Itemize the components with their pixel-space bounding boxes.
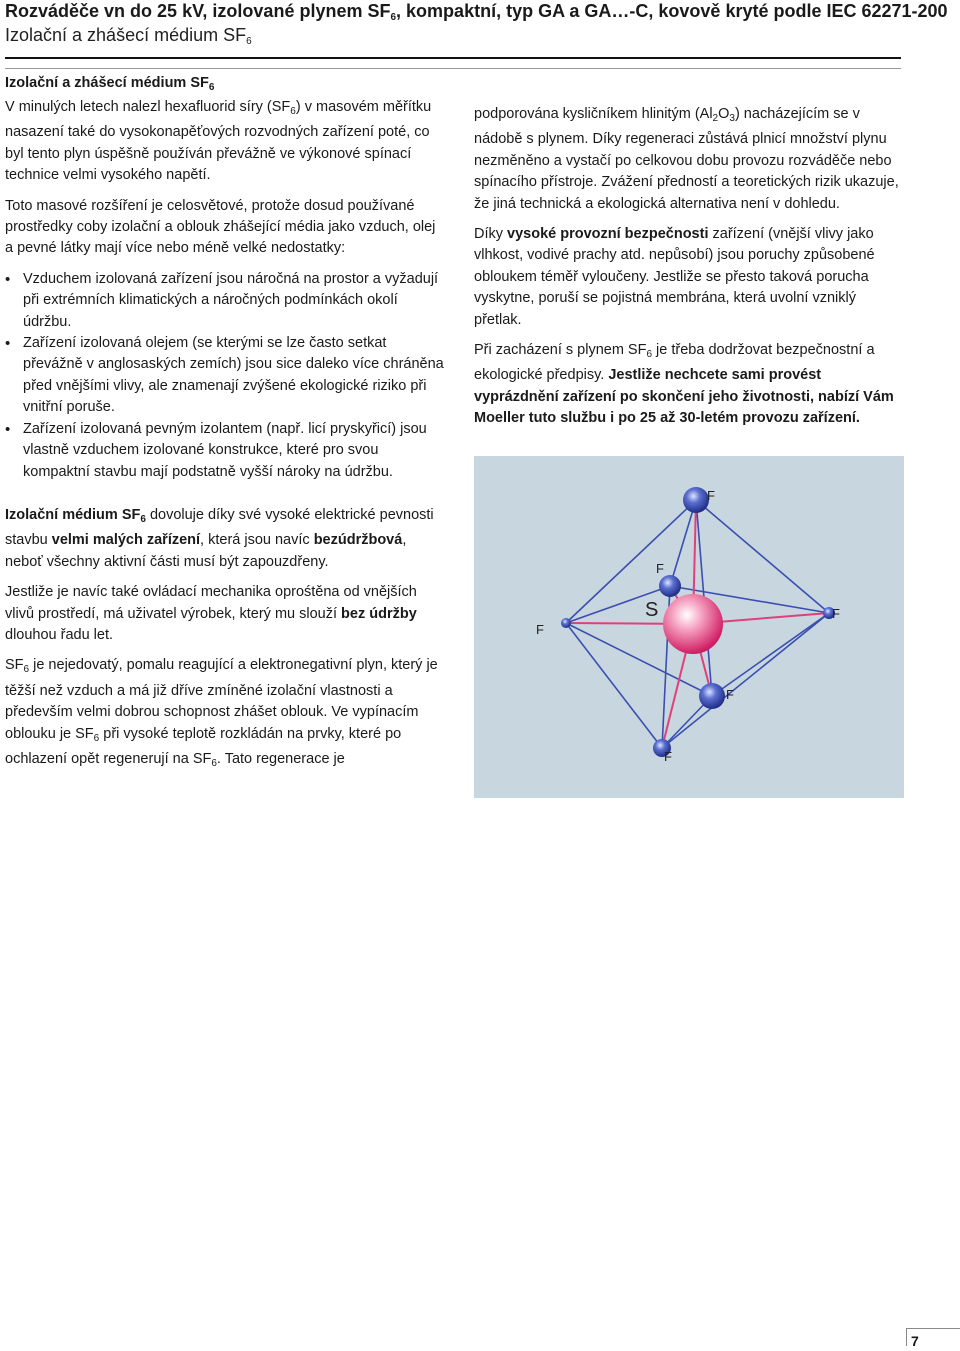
atom-label: F: [664, 749, 672, 764]
drawbacks-list: [5, 269, 445, 483]
page-number: 7: [911, 1333, 919, 1349]
fluorine-atom: [561, 618, 571, 628]
atom-label: F: [707, 488, 715, 503]
sf6-molecule-figure: [474, 456, 904, 798]
atom-label: F: [726, 687, 734, 702]
molecule-diagram: [474, 456, 904, 798]
bottom-left-column: [5, 505, 445, 783]
sulfur-atom: [663, 594, 723, 654]
document-title: Rozváděče vn do 25 kV, izolované plynem $SF_6$, kompaktní, typ GA a GA…-C, kovově kryté podle IEC 62271-200: [5, 1, 948, 23]
paragraph-intro: V minulých letech nalezl hexafluorid síry $(SF_6)$ v masovém měřítku nasazení také do vysokonapěťových rozvodných zařízení poté, co byl tento plyn úspěšně používán převážně ve výkonové spínací technice velmi vysokého napětí.: [5, 99, 432, 184]
document-subtitle: Izolační a zhášecí médium $SF_6$: [5, 25, 252, 47]
footer-divider: [906, 1328, 960, 1329]
atom-label: F: [832, 606, 840, 621]
paragraph-maintenance: Jestliže je navíc také ovládací mechanika oprośtěna od vnějších vlivů prostředí, má uživatel výrobek, který mu slouží bez údržby dlouhou řadu let.: [5, 584, 417, 644]
left-column: [5, 97, 445, 492]
list-item: • Zařízení izolovaná pevným izolantem (např. licí pryskyřicí) jsou vlastně vzduchem izolované konstrukce, které pro svou kompaktní stavbu mají podstatně vyšší nároky na údržbu.: [5, 419, 445, 483]
section-heading: Izolační a zhášecí médium $SF_6$: [5, 75, 215, 93]
footer-divider-vertical: [906, 1328, 907, 1346]
paragraph-safety: Díky vysoké provozní bezpečnosti zařízení (vnější vlivy jako vlhkost, vodivé prachy atd. nepůsobí) jsou poruchy způsobené obloukem téměř vyloučeny. Jestliže se přesto taková porucha vyskytne, poruší se pojistná membrána, která uvolní vzniklý přetlak.: [474, 226, 875, 328]
paragraph-gas-properties: $SF_6$ je nejedovatý, pomalu reagující a elektronegativní plyn, který je těžší než vzduch a má již dříve zmíněné izolační vlastnosti a především velmi dobrou schopnost zhášet oblouk. Ve vypínacím oblouku je $SF_6$ při vysoké teplotě rozkládán na prvky, které po ochlazení opět regenerují na $SF_6$. Tato regenerace je: [5, 657, 438, 770]
header-divider-thin: [5, 68, 901, 69]
header-divider: [5, 57, 901, 59]
paragraph-service: Při zacházení s plynem $SF_6$ je třeba dodržovat bezpečnostní a ekologické předpisy. Jestliže nechcete sami provést vyprázdnění zařízení po skončení jeho životnosti, nabízí Vám Moeller tuto službu i po 25 až 30-letém provozu zařízení.: [474, 342, 894, 427]
atom-label: F: [656, 561, 664, 576]
paragraph-regeneration: podporována kysličníkem hlinitým $(Al_2O_3)$ nacházejícím se v nádobě s plynem. Díky regeneraci zůstává plnicí množství plynu nezměněno a vystačí po celkovou dobu provozu rozváděče nebo spínacího přístroje. Zvážení předností a teoretických rizik ukazuje, že jiná technická a ekologická alternativa není v dohledu.: [474, 106, 899, 212]
right-column: [474, 104, 904, 439]
fluorine-atom: [659, 575, 681, 597]
paragraph-spread: Toto masové rozšíření je celosvětové, protože dosud používané prostředky coby izolační a oblouk zhášející média jako vzduch, olej a pevné látky mají více nebo méně velké nedostatky:: [5, 197, 436, 257]
list-item: • Zařízení izolovaná olejem (se kterými se lze často setkat převážně v anglosaských zemích) jsou sice daleko více chráněna před vnějšími vlivy, ale znamenají zvýšené ekologické riziko při vnitřní poruše.: [5, 333, 445, 419]
fluorine-atom: [699, 683, 725, 709]
sulfur-label: S: [645, 599, 659, 621]
list-item: • Vzduchem izolovaná zařízení jsou náročná na prostor a vyžadují při extrémních klimatických a náročných podmínkách okolí údržbu.: [5, 269, 445, 333]
atom-label: F: [536, 622, 544, 637]
paragraph-medium: Izolační médium $SF_6$ dovoluje díky své vysoké elektrické pevnosti stavbu velmi malých zařízení, která jsou navíc bezúdržbová, neboť všechny aktivní části musí být zapouzdřeny.: [5, 507, 434, 570]
fluorine-atom: [683, 487, 709, 513]
